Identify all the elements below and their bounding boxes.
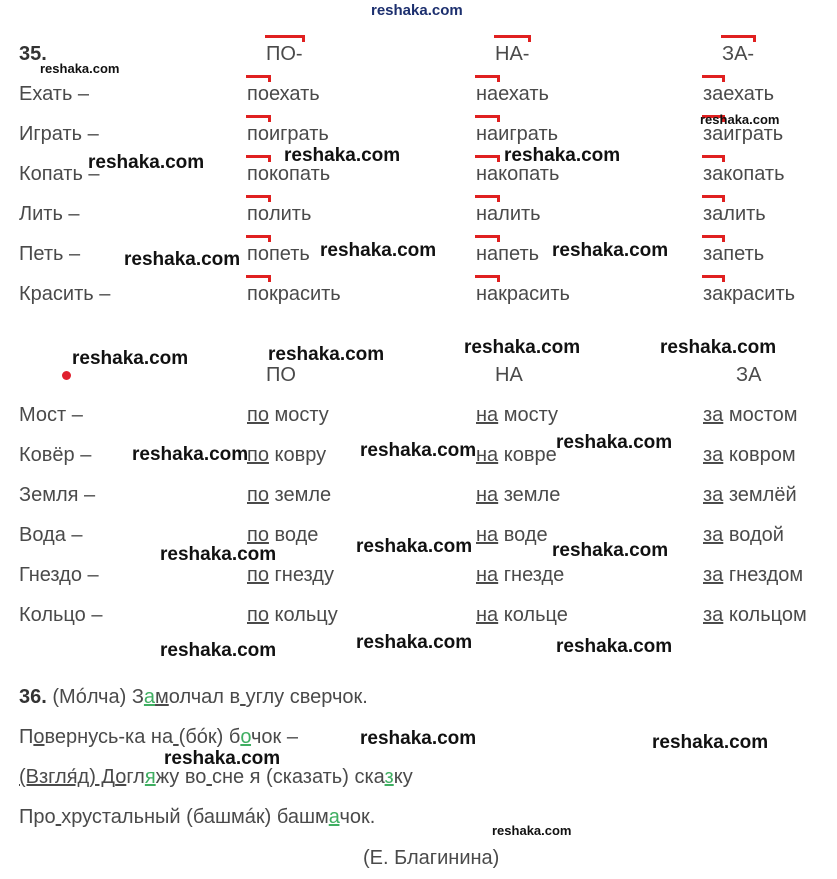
- watermark: reshaka.com: [552, 240, 669, 261]
- exercise-35-number: 35.: [19, 43, 47, 65]
- noun-po: по гнезду: [247, 564, 334, 586]
- watermark: reshaka.com: [124, 249, 241, 270]
- verb-po: покрасить: [247, 283, 341, 305]
- noun-base: Мост –: [19, 404, 83, 426]
- watermark: reshaka.com: [360, 728, 477, 749]
- column-head-na-prefix: [495, 42, 529, 66]
- prefix-mark: ПО-: [266, 43, 303, 65]
- noun-na: на воде: [476, 524, 548, 546]
- noun-po: по ковру: [247, 444, 327, 466]
- column-head-za: ЗА: [736, 364, 762, 386]
- verb-po: поехать: [247, 83, 320, 105]
- noun-base: Ковёр –: [19, 444, 92, 466]
- watermark: reshaka.com: [464, 337, 581, 358]
- verb-za: залить: [703, 203, 766, 225]
- watermark: reshaka.com: [356, 536, 473, 557]
- verb-na: налить: [476, 203, 541, 225]
- verb-za: запеть: [703, 243, 765, 265]
- noun-na: на гнезде: [476, 564, 565, 586]
- noun-po: по земле: [247, 484, 332, 506]
- poem-line-1: 36. (Мóлча) Замолчал в углу сверчок.: [19, 686, 368, 708]
- noun-za: за кольцом: [703, 604, 807, 626]
- noun-base: Кольцо –: [19, 604, 103, 626]
- poem-author: (Е. Благинина): [363, 847, 500, 869]
- exercise-36-number: 36.: [19, 686, 47, 708]
- verb-na: напеть: [476, 243, 540, 265]
- noun-base: Земля –: [19, 484, 96, 506]
- prefix-mark: ЗА-: [722, 43, 755, 65]
- noun-na: на мосту: [476, 404, 558, 426]
- watermark: reshaka.com: [504, 145, 621, 166]
- noun-za: за ковром: [703, 444, 796, 466]
- verb-na: накрасить: [476, 283, 570, 305]
- watermark: reshaka.com: [160, 544, 277, 565]
- noun-za: за водой: [703, 524, 784, 546]
- verb-base: Ехать –: [19, 83, 90, 105]
- verb-base: Лить –: [19, 203, 80, 225]
- column-head-na: НА: [495, 364, 523, 386]
- noun-base: Вода –: [19, 524, 83, 546]
- noun-na: на земле: [476, 484, 561, 506]
- verb-na: наиграть: [476, 123, 559, 145]
- column-head-za-prefix: [722, 42, 754, 66]
- watermark: reshaka.com: [492, 823, 572, 838]
- verb-za: закрасить: [703, 283, 796, 305]
- noun-na: на ковре: [476, 444, 557, 466]
- watermark: reshaka.com: [556, 636, 673, 657]
- watermark: reshaka.com: [164, 748, 281, 769]
- verb-po: покопать: [247, 163, 331, 185]
- poem-line-3: (Взгля́д) Догляжу во сне я (сказать) сказку: [19, 766, 413, 788]
- noun-po: по кольцу: [247, 604, 338, 626]
- watermark: reshaka.com: [320, 240, 437, 261]
- watermark: reshaka.com: [40, 61, 120, 76]
- column-head-po-prefix: [266, 42, 303, 66]
- watermark: reshaka.com: [284, 145, 401, 166]
- watermark: reshaka.com: [700, 112, 780, 127]
- red-dot-marker: [62, 371, 71, 380]
- verb-base: Копать –: [19, 163, 100, 185]
- watermark: reshaka.com: [88, 152, 205, 173]
- verb-base: Петь –: [19, 243, 81, 265]
- noun-za: за землёй: [703, 484, 797, 506]
- verb-po: полить: [247, 203, 312, 225]
- poem-line-4: Про хрустальный (башмáк) башмачок.: [19, 806, 376, 828]
- verb-na: накопать: [476, 163, 560, 185]
- noun-za: за мостом: [703, 404, 798, 426]
- watermark: reshaka.com: [160, 640, 277, 661]
- verb-za: заехать: [703, 83, 775, 105]
- noun-base: Гнездо –: [19, 564, 99, 586]
- noun-po: по воде: [247, 524, 319, 546]
- watermark: reshaka.com: [552, 540, 669, 561]
- noun-po: по мосту: [247, 404, 329, 426]
- column-head-po: ПО: [266, 364, 296, 386]
- watermark: reshaka.com: [132, 444, 249, 465]
- verb-po: попеть: [247, 243, 310, 265]
- watermark: reshaka.com: [556, 432, 673, 453]
- noun-za: за гнездом: [703, 564, 804, 586]
- verb-base: Играть –: [19, 123, 99, 145]
- poem-line-2: Повернусь-ка на (бóк) бочок –: [19, 726, 298, 748]
- verb-base: Красить –: [19, 283, 111, 305]
- verb-za: заиграть: [703, 123, 784, 145]
- watermark: reshaka.com: [660, 337, 777, 358]
- noun-na: на кольце: [476, 604, 568, 626]
- verb-po: поиграть: [247, 123, 329, 145]
- watermark: reshaka.com: [360, 440, 477, 461]
- verb-na: наехать: [476, 83, 549, 105]
- watermark-top: reshaka.com: [371, 2, 463, 19]
- watermark: reshaka.com: [268, 344, 385, 365]
- watermark: reshaka.com: [652, 732, 769, 753]
- watermark: reshaka.com: [72, 348, 189, 369]
- verb-za: закопать: [703, 163, 785, 185]
- prefix-mark: НА-: [495, 43, 530, 65]
- watermark: reshaka.com: [356, 632, 473, 653]
